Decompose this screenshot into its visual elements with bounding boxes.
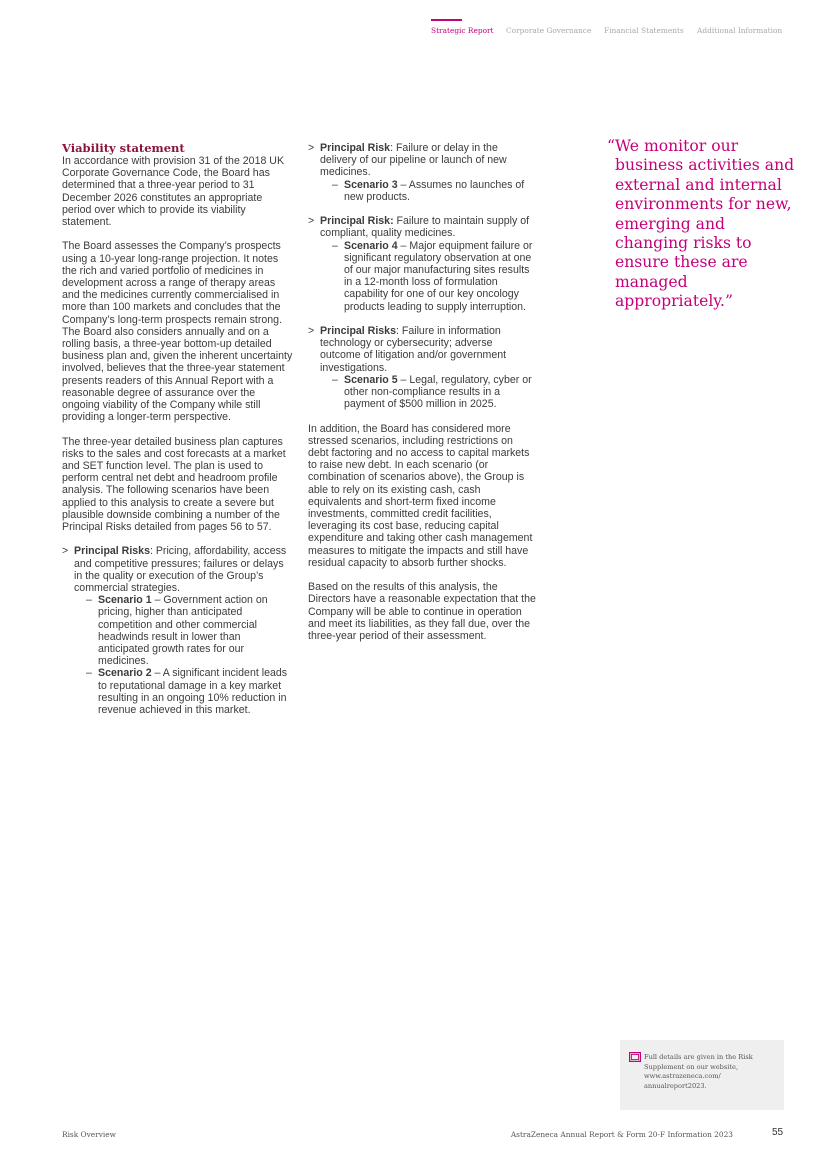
info-box-text: Full details are given in the Risk Supplement on our website, www.astrazeneca.com/ annualreport2023. — [644, 1053, 753, 1090]
dash-marker: – — [332, 178, 338, 191]
scenario-text: – Assumes no launches of new products. — [344, 178, 525, 203]
scenario-label: Scenario 3 — [344, 178, 398, 191]
principal-risk-item — [62, 545, 294, 716]
risk-label: Principal Risk: — [320, 215, 394, 228]
info-box — [620, 1040, 784, 1110]
risk-label: Principal Risk — [320, 142, 391, 154]
paragraph-business-plan: The three-year detailed business plan captures risks to the sales and cost forecasts at a market and SET function level. The plan is used to perform central net debt and headroom profile analysis. The following scenarios have been applied to this analysis to create a severe but plausible downside combining a number of the Principal Risks detailed from pages 56 to 57. — [62, 435, 286, 534]
pull-quote — [607, 137, 797, 312]
document-icon — [629, 1052, 641, 1062]
risk-label: Principal Risks — [320, 325, 396, 338]
risk-label: Principal Risks — [74, 545, 150, 558]
nav-tab-strategic-report[interactable]: Strategic Report — [431, 26, 494, 35]
scenario-label: Scenario 4 — [344, 239, 398, 252]
risk-text: : Failure or delay in the delivery of our pipeline or launch of new medicines. — [320, 142, 507, 179]
chevron-right-icon: > — [308, 325, 315, 338]
principal-risk-item — [308, 215, 536, 313]
scenario-item — [320, 240, 536, 313]
principal-risk-item — [308, 142, 536, 203]
pull-quote-text: We monitor our business activities and external and internal environments for new, emerging and changing risks to ensure these are managed appropriately.” — [615, 137, 795, 311]
scenario-text: – A significant incident leads to reputational damage in a key market resulting in an ongoing 10% reduction in revenue achieved in this market. — [98, 667, 288, 717]
scenario-text: – Government action on pricing, higher than anticipated competition and other commercial headwinds result in lower than anticipated growth rates for our medicines. — [98, 594, 268, 668]
footer-publication-title: AstraZeneca Annual Report & Form 20-F Information 2023 — [510, 1130, 733, 1139]
chevron-right-icon: > — [62, 545, 69, 558]
risk-text: : Failure in information technology or cybersecurity; adverse outcome of litigation and/or government investigations. — [320, 325, 507, 374]
page-number: 55 — [772, 1127, 784, 1138]
column-middle — [308, 142, 536, 654]
scenario-item — [320, 374, 536, 411]
scenario-item — [74, 594, 294, 667]
scenario-label: Scenario 5 — [344, 373, 398, 386]
scenario-item — [74, 667, 294, 716]
scenario-item — [320, 179, 536, 203]
dash-marker: – — [332, 373, 338, 386]
scenario-text: – Legal, regulatory, cyber or other non-compliance results in a payment of $500 million in 2025. — [344, 373, 532, 411]
paragraph-viability-period: In accordance with provision 31 of the 2018 UK Corporate Governance Code, the Board has determined that a three-year period to 31 December 2026 constitutes an appropriate period over which to provide its viability statement. — [62, 155, 285, 229]
paragraph-stressed-scenarios: In addition, the Board has considered more stressed scenarios, including restrictions on debt factoring and no access to capital markets to raise new debt. In each scenario (or combination of scenarios above), the Group is able to rely on its existing cash, cash equivalents and short-term fixed income investments, committed credit facilities, leveraging its cost base, reducing capital expenditure and taking other cash management measures to mitigate the impacts and still have residual capacity to absorb further shocks. — [308, 422, 533, 569]
nav-tab-financial-statements[interactable]: Financial Statements — [604, 26, 684, 35]
risk-text: Failure to maintain supply of compliant, quality medicines. — [320, 215, 530, 240]
top-navigation — [431, 19, 785, 39]
principal-risk-item — [308, 325, 536, 410]
scenario-label: Scenario 2 — [98, 667, 152, 680]
opening-quote-mark: “ — [607, 137, 615, 155]
column-left — [62, 142, 294, 728]
paragraph-conclusion: Based on the results of this analysis, the Directors have a reasonable expectation that the Company will be able to continue in operation and meet its liabilities, as they fall due, over the three-year period of their assessment. — [308, 581, 536, 643]
scenario-label: Scenario 1 — [98, 594, 152, 607]
dash-marker: – — [86, 594, 92, 607]
footer-section-name: Risk Overview — [62, 1130, 116, 1139]
active-tab-indicator — [431, 19, 462, 21]
scenario-text: – Major equipment failure or significant regulatory observation at one of our major manufacturing sites results in a 12-month loss of formulation capability for one of our key oncology products leading to supply interruption. — [344, 239, 533, 313]
section-heading: Viability statement — [62, 141, 185, 155]
chevron-right-icon: > — [308, 215, 315, 228]
paragraph-board-assessment: The Board assesses the Company’s prospects using a 10-year long-range projection. It notes the rich and varied portfolio of medicines in development across a range of therapy areas and the medicines currently commercialised in more than 100 markets and concludes that the Company’s long-term prospects remain strong. The Board also considers annually and on a rolling basis, a three-year bottom-up detailed business plan and, given the inherent uncertainty involved, believes that the three-year statement presents readers of this Annual Report with a reasonable degree of assurance over the ongoing viability of the Company while still providing a longer-term perspective. — [62, 240, 293, 424]
risk-text: : Pricing, affordability, access and competitive pressures; failures or delays in the quality or execution of the Group’s commercial strategies. — [74, 545, 287, 595]
dash-marker: – — [332, 239, 338, 252]
nav-tab-additional-information[interactable]: Additional Information — [697, 26, 783, 35]
chevron-right-icon: > — [308, 142, 315, 154]
nav-tab-corporate-governance[interactable]: Corporate Governance — [506, 26, 592, 35]
dash-marker: – — [86, 667, 92, 680]
